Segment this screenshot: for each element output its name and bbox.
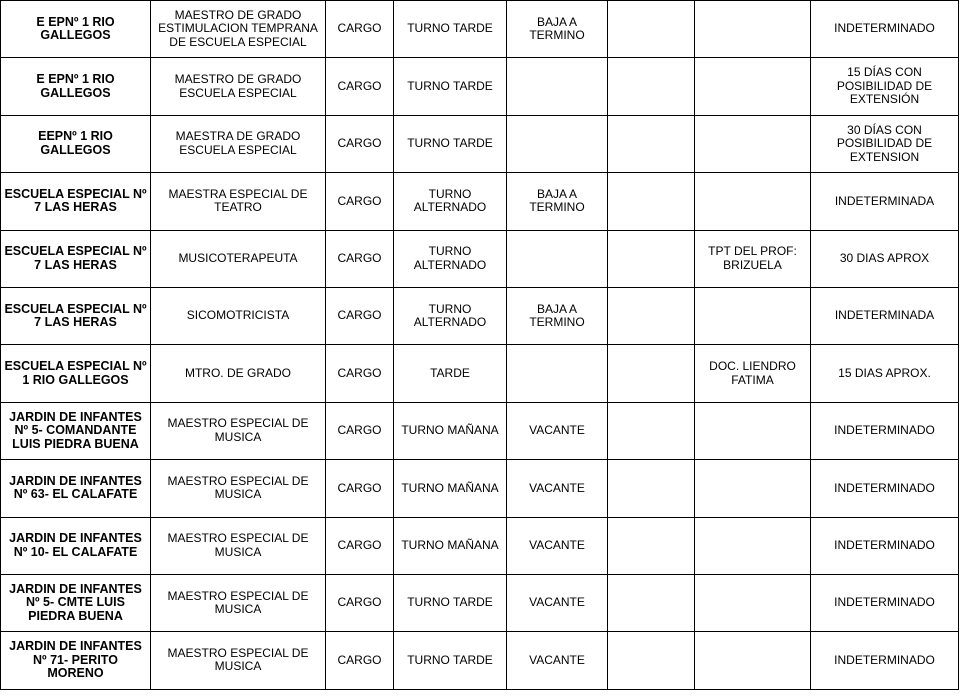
table-row: [1, 287, 959, 344]
cell-school: ESCUELA ESPECIAL Nº 7 LAS HERAS: [1, 287, 151, 344]
cell-position: MAESTRO ESPECIAL DE MUSICA: [151, 402, 326, 459]
table-row: [1, 517, 959, 574]
cell-position: MAESTRO DE GRADO ESTIMULACION TEMPRANA DE ESCUELA ESPECIAL: [151, 1, 326, 58]
cell-duration: INDETERMINADO: [811, 1, 959, 58]
cell-duration: INDETERMINADO: [811, 517, 959, 574]
cell-reason: [507, 58, 608, 115]
cell-type: CARGO: [326, 173, 394, 230]
cell-col6: [608, 460, 695, 517]
cell-shift: TARDE: [394, 345, 507, 402]
cell-reason: BAJA A TERMINO: [507, 1, 608, 58]
cell-col6: [608, 115, 695, 172]
cell-note: [695, 115, 811, 172]
cell-position: MAESTRO ESPECIAL DE MUSICA: [151, 460, 326, 517]
cell-type: CARGO: [326, 115, 394, 172]
cell-note: [695, 287, 811, 344]
cell-type: CARGO: [326, 517, 394, 574]
cell-col6: [608, 402, 695, 459]
cell-school: ESCUELA ESPECIAL Nº 7 LAS HERAS: [1, 173, 151, 230]
cell-shift: TURNO MAÑANA: [394, 460, 507, 517]
table-row: [1, 230, 959, 287]
cell-position: MAESTRO ESPECIAL DE MUSICA: [151, 632, 326, 689]
cell-shift: TURNO MAÑANA: [394, 517, 507, 574]
cell-school: ESCUELA ESPECIAL Nº 7 LAS HERAS: [1, 230, 151, 287]
cell-reason: BAJA A TERMINO: [507, 173, 608, 230]
cell-reason: VACANTE: [507, 574, 608, 631]
cell-type: CARGO: [326, 460, 394, 517]
cell-shift: TURNO ALTERNADO: [394, 287, 507, 344]
cell-col6: [608, 287, 695, 344]
cell-position: MUSICOTERAPEUTA: [151, 230, 326, 287]
cell-school: JARDIN DE INFANTES Nº 71- PERITO MORENO: [1, 632, 151, 689]
table-row: [1, 345, 959, 402]
cell-note: DOC. LIENDRO FATIMA: [695, 345, 811, 402]
cell-reason: BAJA A TERMINO: [507, 287, 608, 344]
table-row: [1, 58, 959, 115]
cell-school: JARDIN DE INFANTES Nº 10- EL CALAFATE: [1, 517, 151, 574]
cell-col6: [608, 632, 695, 689]
cell-type: CARGO: [326, 287, 394, 344]
cell-note: TPT DEL PROF: BRIZUELA: [695, 230, 811, 287]
cell-reason: VACANTE: [507, 460, 608, 517]
cell-duration: INDETERMINADO: [811, 632, 959, 689]
cell-duration: INDETERMINADO: [811, 460, 959, 517]
cell-position: MAESTRA DE GRADO ESCUELA ESPECIAL: [151, 115, 326, 172]
table-row: [1, 402, 959, 459]
cell-position: SICOMOTRICISTA: [151, 287, 326, 344]
cell-position: MAESTRO DE GRADO ESCUELA ESPECIAL: [151, 58, 326, 115]
cell-position: MAESTRO ESPECIAL DE MUSICA: [151, 517, 326, 574]
cell-note: [695, 402, 811, 459]
cell-shift: TURNO TARDE: [394, 574, 507, 631]
table-row: [1, 1, 959, 58]
cell-school: E EPNº 1 RIO GALLEGOS: [1, 58, 151, 115]
cell-col6: [608, 58, 695, 115]
table-row: [1, 115, 959, 172]
cell-type: CARGO: [326, 402, 394, 459]
cell-duration: 30 DIAS APROX: [811, 230, 959, 287]
cell-school: EEPNº 1 RIO GALLEGOS: [1, 115, 151, 172]
cell-type: CARGO: [326, 230, 394, 287]
cell-shift: TURNO ALTERNADO: [394, 230, 507, 287]
cell-reason: [507, 230, 608, 287]
cell-duration: 15 DIAS APROX.: [811, 345, 959, 402]
cell-col6: [608, 345, 695, 402]
cell-type: CARGO: [326, 345, 394, 402]
table-body: [1, 1, 959, 690]
cell-shift: TURNO MAÑANA: [394, 402, 507, 459]
table-row: [1, 632, 959, 689]
cell-shift: TURNO TARDE: [394, 632, 507, 689]
cell-reason: VACANTE: [507, 632, 608, 689]
cell-duration: INDETERMINADA: [811, 173, 959, 230]
cell-note: [695, 460, 811, 517]
cell-duration: 30 DÍAS CON POSIBILIDAD DE EXTENSION: [811, 115, 959, 172]
cell-school: E EPNº 1 RIO GALLEGOS: [1, 1, 151, 58]
cell-school: JARDIN DE INFANTES Nº 5- CMTE LUIS PIEDRA BUENA: [1, 574, 151, 631]
cell-note: [695, 173, 811, 230]
cell-school: JARDIN DE INFANTES Nº 5- COMANDANTE LUIS PIEDRA BUENA: [1, 402, 151, 459]
cell-col6: [608, 574, 695, 631]
cell-type: CARGO: [326, 1, 394, 58]
cell-note: [695, 574, 811, 631]
cell-col6: [608, 230, 695, 287]
cell-type: CARGO: [326, 574, 394, 631]
cell-reason: VACANTE: [507, 402, 608, 459]
cell-type: CARGO: [326, 632, 394, 689]
cell-reason: VACANTE: [507, 517, 608, 574]
cell-col6: [608, 173, 695, 230]
cell-reason: [507, 115, 608, 172]
cell-position: MAESTRO ESPECIAL DE MUSICA: [151, 574, 326, 631]
cell-duration: INDETERMINADO: [811, 402, 959, 459]
cell-col6: [608, 517, 695, 574]
cell-note: [695, 632, 811, 689]
cell-col6: [608, 1, 695, 58]
cell-duration: INDETERMINADO: [811, 574, 959, 631]
cell-shift: TURNO TARDE: [394, 115, 507, 172]
table-row: [1, 574, 959, 631]
cell-shift: TURNO TARDE: [394, 58, 507, 115]
table-row: [1, 460, 959, 517]
table-row: [1, 173, 959, 230]
cell-duration: 15 DÍAS CON POSIBILIDAD DE EXTENSIÓN: [811, 58, 959, 115]
cell-position: MAESTRA ESPECIAL DE TEATRO: [151, 173, 326, 230]
cell-note: [695, 517, 811, 574]
cell-shift: TURNO ALTERNADO: [394, 173, 507, 230]
cell-school: ESCUELA ESPECIAL Nº 1 RIO GALLEGOS: [1, 345, 151, 402]
cell-note: [695, 1, 811, 58]
cell-position: MTRO. DE GRADO: [151, 345, 326, 402]
cell-school: JARDIN DE INFANTES Nº 63- EL CALAFATE: [1, 460, 151, 517]
cell-reason: [507, 345, 608, 402]
cell-duration: INDETERMINADA: [811, 287, 959, 344]
cell-type: CARGO: [326, 58, 394, 115]
cell-note: [695, 58, 811, 115]
cell-shift: TURNO TARDE: [394, 1, 507, 58]
